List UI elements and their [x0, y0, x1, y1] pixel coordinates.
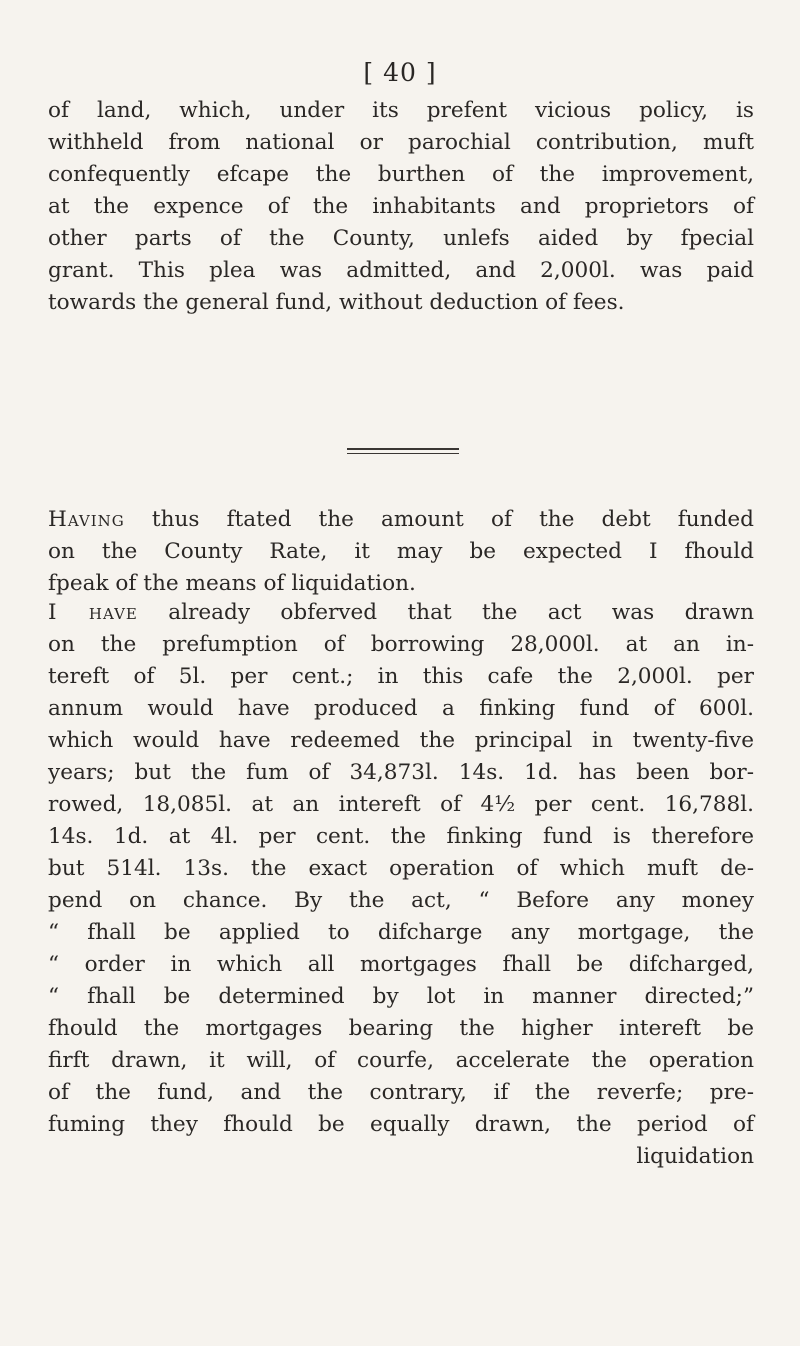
text-line: fuming they fhould be equally drawn, the period of	[48, 1112, 754, 1137]
text-line: fpeak of the means of liquidation.	[48, 571, 416, 596]
text-line: fhould the mortgages bearing the higher intereft be	[48, 1016, 754, 1041]
text-line: of land, which, under its prefent vicious policy, is	[48, 98, 754, 123]
text-line: but 514l. 13s. the exact operation of which muft de-	[48, 856, 754, 881]
text-line: other parts of the County, unlefs aided by fpecial	[48, 226, 754, 251]
text-line: annum would have produced a finking fund of 600l.	[48, 696, 754, 721]
text-line: “ order in which all mortgages fhall be difcharged,	[48, 952, 754, 977]
text-line: on the prefumption of borrowing 28,000l. at an in-	[48, 632, 754, 657]
paragraph-lead-word: I have	[48, 600, 138, 625]
text-line: “ fhall be determined by lot in manner directed;”	[48, 984, 754, 1009]
text-line: at the expence of the inhabitants and proprietors of	[48, 194, 754, 219]
text-line	[48, 597, 754, 629]
text-line: confequently efcape the burthen of the improvement,	[48, 162, 754, 187]
section-divider	[347, 448, 459, 454]
page-number: [ 40 ]	[363, 58, 437, 87]
catchword: liquidation	[636, 1144, 754, 1169]
text-line	[48, 504, 754, 536]
text-line: tereft of 5l. per cent.; in this cafe the 2,000l. per	[48, 664, 754, 689]
text-line: firft drawn, it will, of courfe, accelerate the operation	[48, 1048, 754, 1073]
text-line-rest: already obferved that the act was drawn	[137, 600, 754, 625]
text-line: withheld from national or parochial contribution, muft	[48, 130, 754, 155]
text-line: towards the general fund, without deduction of fees.	[48, 290, 625, 315]
paragraph-land-policy	[48, 95, 754, 319]
text-line: grant. This plea was admitted, and 2,000l. was paid	[48, 258, 754, 283]
text-line: which would have redeemed the principal in twenty-five	[48, 728, 754, 753]
text-line: “ fhall be applied to difcharge any mortgage, the	[48, 920, 754, 945]
text-line: on the County Rate, it may be expected I fhould	[48, 539, 754, 564]
paragraph-lead-word: Having	[48, 507, 125, 532]
text-line: pend on chance. By the act, “ Before any money	[48, 888, 754, 913]
text-line: rowed, 18,085l. at an intereft of 4½ per cent. 16,788l.	[48, 792, 754, 817]
text-line: years; but the fum of 34,873l. 14s. 1d. has been bor-	[48, 760, 754, 785]
text-line: 14s. 1d. at 4l. per cent. the finking fund is therefore	[48, 824, 754, 849]
paragraph-debt-funded	[48, 504, 754, 600]
text-line: of the fund, and the contrary, if the reverfe; pre-	[48, 1080, 754, 1105]
paragraph-liquidation-means	[48, 597, 754, 1173]
text-line-rest: thus ftated the amount of the debt funded	[124, 507, 754, 532]
